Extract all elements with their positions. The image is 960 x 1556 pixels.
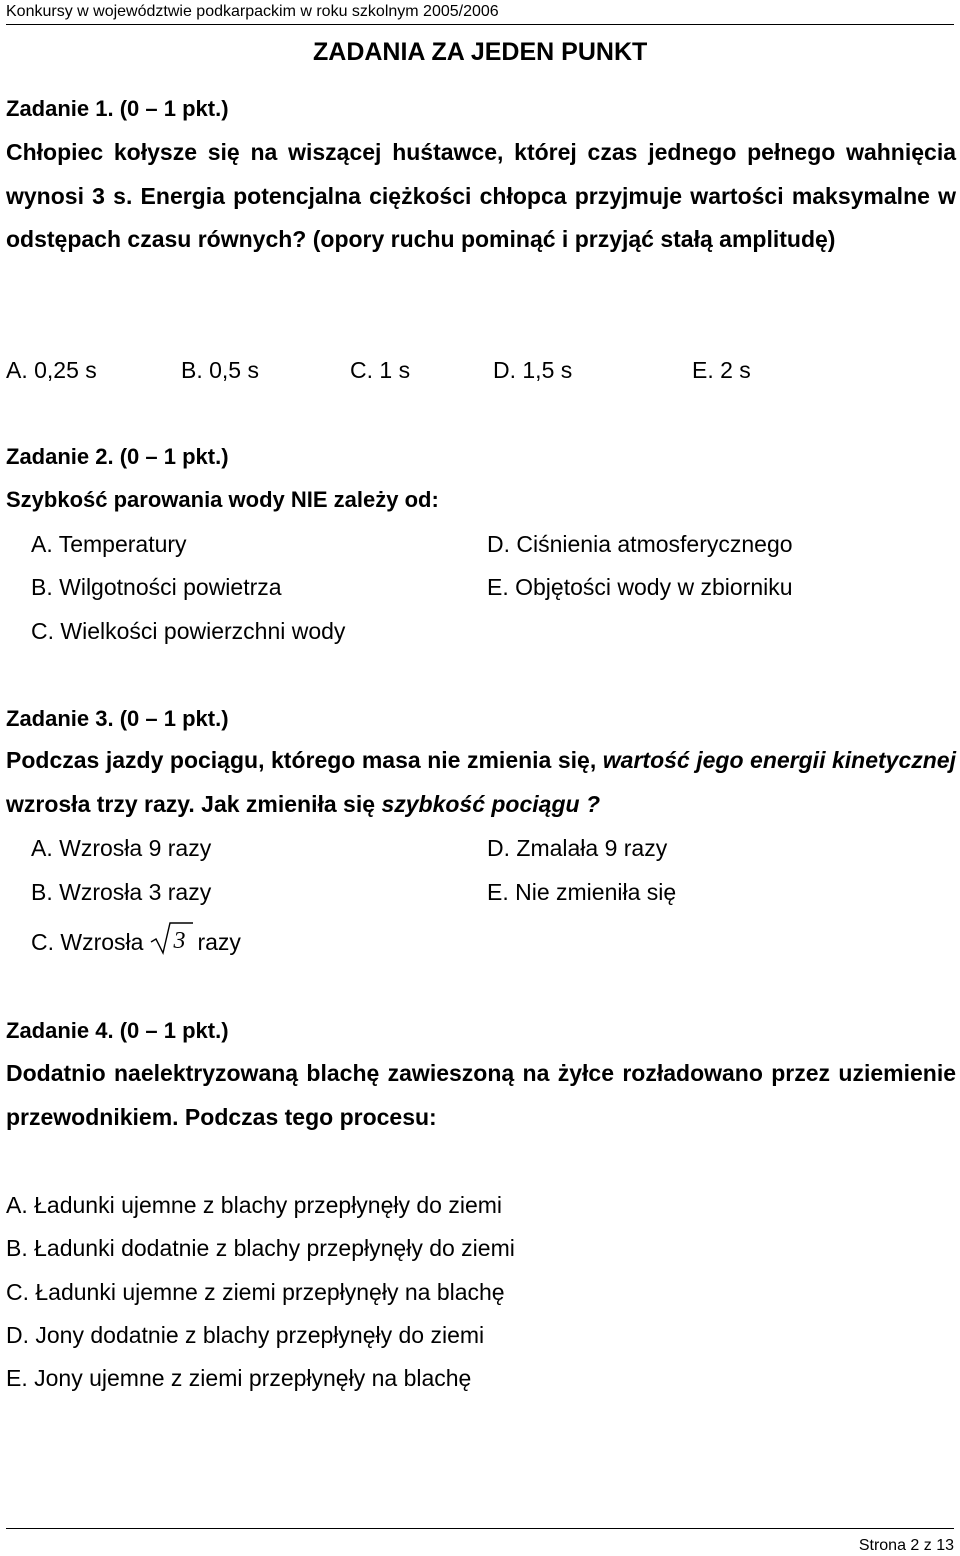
task1-option-e: E. 2 s: [692, 357, 751, 383]
task3-question-part1: Podczas jazdy pociągu, którego masa nie zmienia się,: [6, 747, 603, 773]
task3-question: [6, 739, 956, 826]
task3-option-c-prefix: C. Wzrosła: [31, 929, 144, 955]
task2-option-b: B. Wilgotności powietrza: [31, 574, 282, 600]
task4-option-e: E. Jony ujemne z ziemi przepłynęły na blachę: [6, 1365, 472, 1391]
radical-sign-icon: [149, 920, 193, 956]
task4-option-a: A. Ładunki ujemne z blachy przepłynęły do ziemi: [6, 1192, 503, 1218]
task1-option-d: D. 1,5 s: [493, 357, 573, 383]
task2-option-d: D. Ciśnienia atmosferycznego: [487, 531, 793, 557]
page-footer: [6, 1528, 954, 1554]
task1-option-c: C. 1 s: [350, 357, 411, 383]
task2-option-a: A. Temperatury: [31, 531, 187, 557]
task2-option-c: C. Wielkości powierzchni wody: [31, 618, 346, 644]
page-header: [6, 2, 954, 25]
section-title: ZADANIA ZA JEDEN PUNKT: [313, 38, 648, 66]
task1-title: Zadanie 1. (0 – 1 pkt.): [6, 96, 229, 121]
task3-option-c-suffix: razy: [197, 929, 241, 955]
task3-question-italic1: wartość jego energii kinetycznej: [602, 747, 956, 773]
task4-question: Dodatnio naelektryzowaną blachę zawieszoną na żyłce rozładowano przez uziemienie przewodnikiem. Podczas tego procesu:: [6, 1060, 956, 1130]
task4-option-b: B. Ładunki dodatnie z blachy przepłynęły do ziemi: [6, 1235, 515, 1261]
task2-question: Szybkość parowania wody NIE zależy od:: [6, 487, 439, 512]
task3-title: Zadanie 3. (0 – 1 pkt.): [6, 706, 229, 731]
task2-title: Zadanie 2. (0 – 1 pkt.): [6, 444, 229, 469]
header-text: Konkursy w województwie podkarpackim w roku szkolnym 2005/2006: [6, 3, 499, 20]
task1-question: Chłopiec kołysze się na wiszącej huśtawce, której czas jednego pełnego wahnięcia wynosi 3 s. Energia potencjalna ciężkości chłopca przyjmuje wartości maksymalne w odstępach czasu równych? (opory ruchu pominąć i przyjąć stałą amplitudę): [6, 139, 956, 252]
task3-option-b: B. Wzrosła 3 razy: [31, 879, 212, 905]
radicand: 3: [173, 928, 186, 954]
task1-option-b: B. 0,5 s: [181, 357, 259, 383]
task3-question-italic2: szybkość pociągu ?: [381, 790, 600, 817]
square-root-symbol: [149, 926, 193, 956]
task3-question-part2: wzrosła trzy razy. Jak zmieniła się: [6, 790, 382, 817]
task4-title: Zadanie 4. (0 – 1 pkt.): [6, 1018, 229, 1043]
page-number: Strona 2 z 13: [858, 1537, 954, 1554]
task3-option-c: [31, 926, 241, 956]
task3-option-a: A. Wzrosła 9 razy: [31, 835, 212, 861]
task4-option-c: C. Ładunki ujemne z ziemi przepłynęły na blachę: [6, 1279, 505, 1305]
task4-option-d: D. Jony dodatnie z blachy przepłynęły do ziemi: [6, 1322, 485, 1348]
task2-option-e: E. Objętości wody w zbiorniku: [487, 574, 793, 600]
task3-option-e: E. Nie zmieniła się: [487, 879, 677, 905]
task3-option-d: D. Zmalała 9 razy: [487, 835, 668, 861]
task1-option-a: A. 0,25 s: [6, 357, 97, 383]
